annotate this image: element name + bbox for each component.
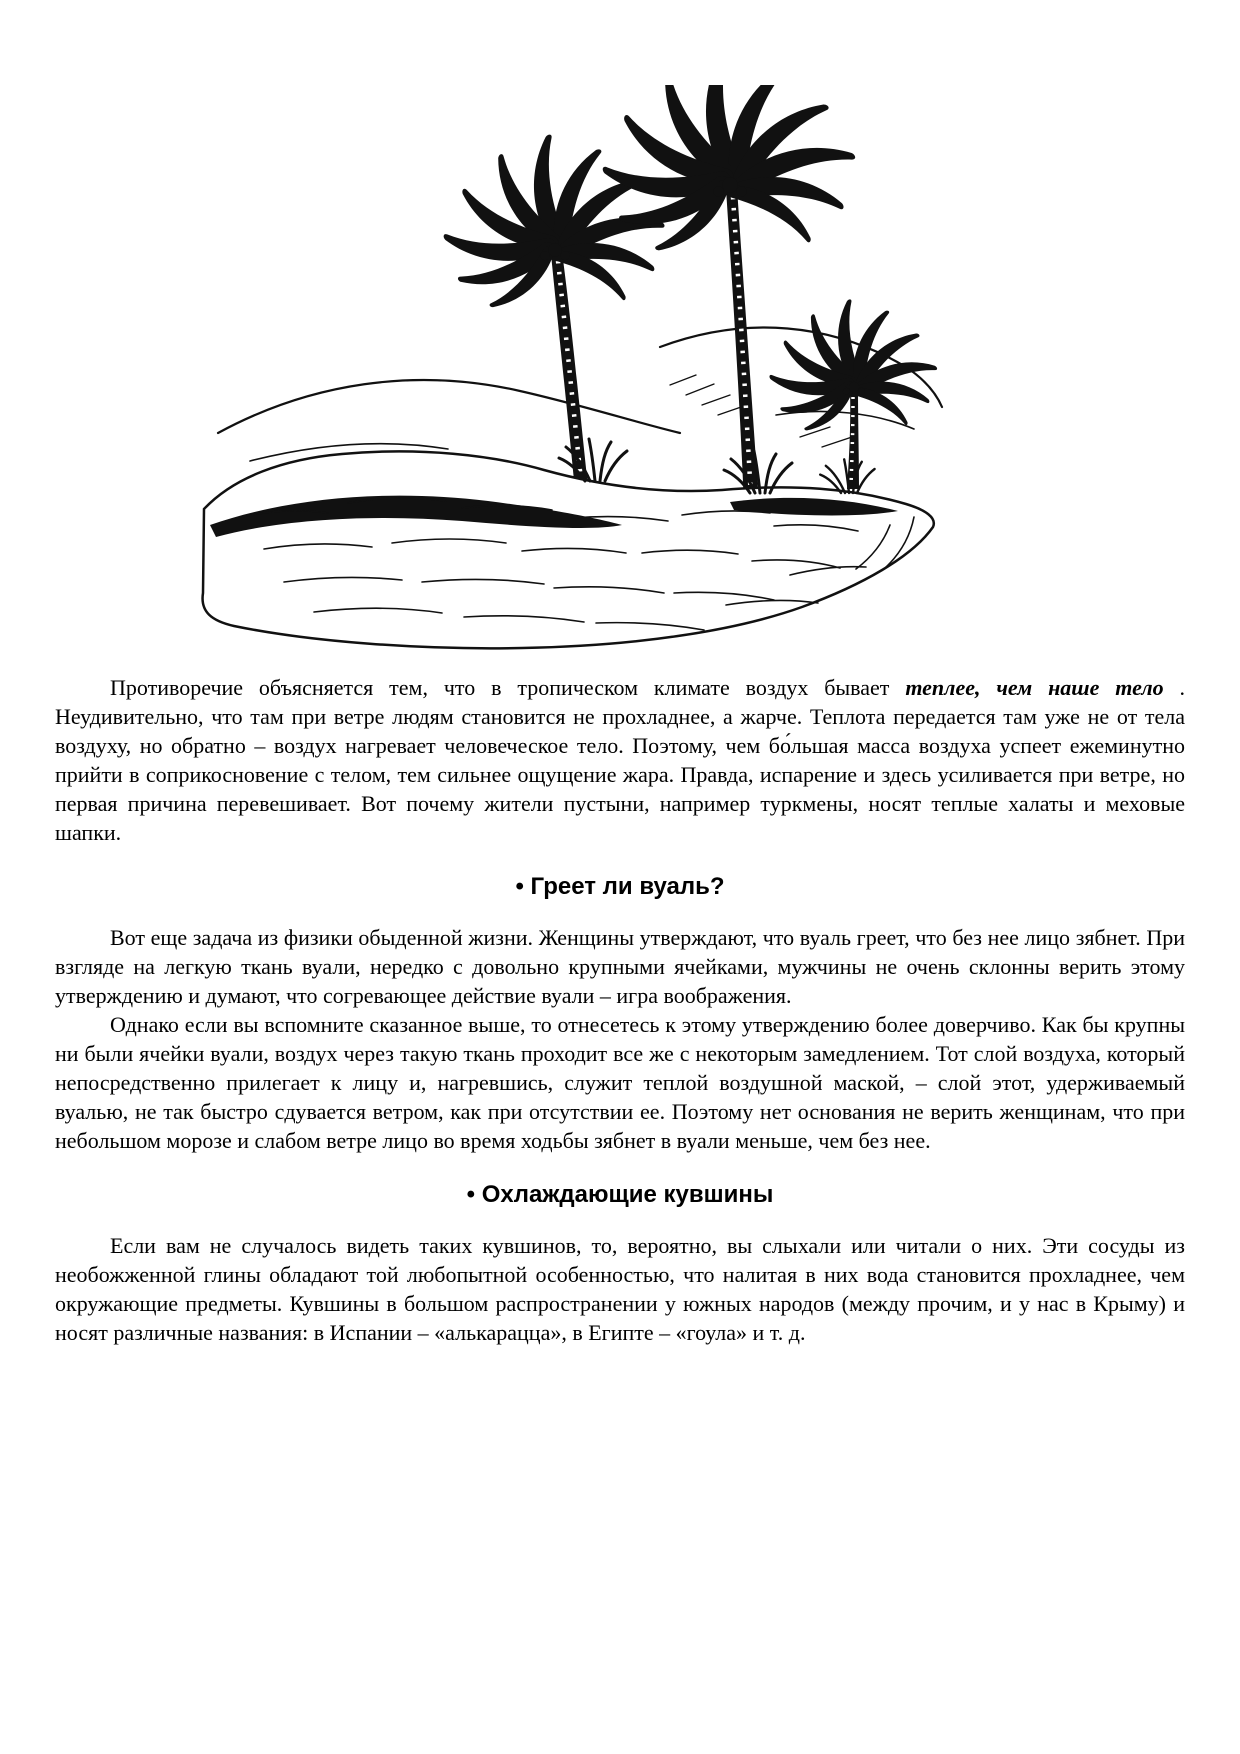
document-page bbox=[0, 85, 1240, 1754]
paragraph-veil-2: Однако если вы вспомните сказанное выше, то отнесетесь к этому утверждению более доверчиво. Как бы крупны ни были ячейки вуали, воздух через такую ткань проходит все же с некоторым замедлением. Тот слой воздуха, который непосредственно прилегает к лицу и, нагревшись, служит теплой воздушной маской, – слой этот, удерживаемый вуалью, не так быстро сдувается ветром, как при отсутствии ее. Поэтому нет основания не верить женщинам, что при небольшом морозе и слабом ветре лицо во время ходьбы зябнет в вуали меньше, чем без нее. bbox=[55, 1012, 1185, 1153]
heading-jugs: • Охлаждающие кувшины bbox=[466, 1181, 774, 1208]
oasis-illustration-svg bbox=[190, 85, 950, 655]
oasis-illustration bbox=[190, 85, 950, 655]
paragraph-veil-1: Вот еще задача из физики обыденной жизни. Женщины утверждают, что вуаль греет, что без нее лицо зябнет. При взгляде на легкую ткань вуали, нередко с довольно крупными ячейками, мужчины не очень склонны верить этому утверждению и думают, что согревающее действие вуали – игра воображения. bbox=[55, 925, 1185, 1008]
palm-tree-center bbox=[600, 85, 859, 505]
palm-tree-right bbox=[768, 299, 940, 489]
paragraph-climate-rest: . Неудивительно, что там при ветре людям становится не прохладнее, а жарче. Теплота передается там уже не от тела воздуху, но обратно – воздух нагревает человеческое тело. Поэтому, чем бо́льшая масса воздуха успеет ежеминутно прийти в соприкосновение с телом, тем сильнее ощущение жара. Правда, испарение и здесь усиливается при ветре, но первая причина перевешивает. Вот почему жители пустыни, например туркмены, носят теплые халаты и меховые шапки. bbox=[55, 675, 1185, 845]
paragraph-climate bbox=[55, 673, 1185, 847]
rock-ledge bbox=[203, 451, 934, 648]
heading-veil: • Греет ли вуаль? bbox=[515, 873, 725, 900]
paragraph-climate-emphasis: теплее, чем наше тело bbox=[905, 675, 1164, 700]
paragraph-climate-lead: Противоречие объясняется тем, что в тропическом климате воздух бывает bbox=[110, 675, 906, 700]
paragraph-jugs: Если вам не случалось видеть таких кувшинов, то, вероятно, вы слыхали или читали о них. Эти сосуды из необожженной глины обладают той любопытной особенностью, что налитая в них вода становится прохладнее, чем окружающие предметы. Кувшины в большом распространении у южных народов (между прочим, и у нас в Крыму) и носят различные названия: в Испании – «алькарацца», в Египте – «гоула» и т. д. bbox=[55, 1233, 1185, 1345]
